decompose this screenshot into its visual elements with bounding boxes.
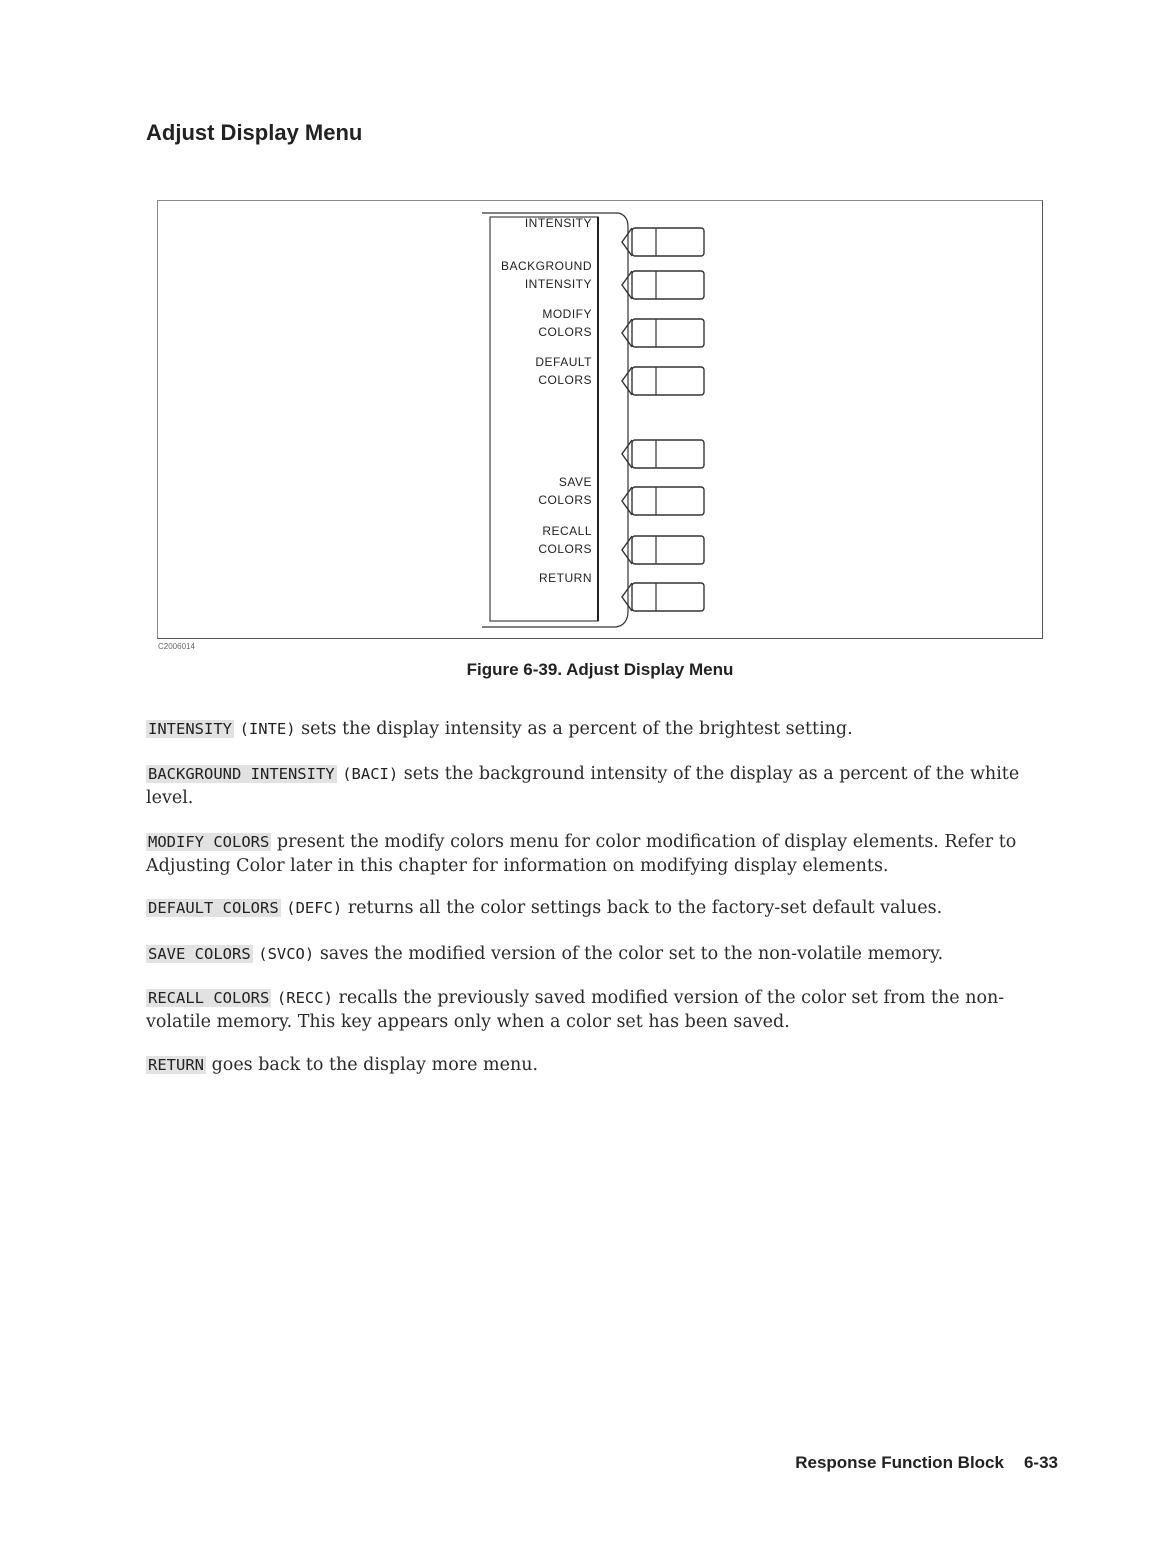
softkey-label-line1: SAVE [558, 475, 592, 489]
softkey-name: RETURN [148, 1056, 204, 1074]
softkey-label-line2: COLORS [538, 325, 592, 339]
softkey-button[interactable] [622, 367, 704, 395]
softkey-button[interactable] [622, 440, 704, 468]
description-paragraph [146, 896, 1046, 920]
softkey-label [538, 473, 592, 509]
page-number: 6-33 [1023, 1453, 1058, 1472]
softkey-name: DEFAULT COLORS [148, 899, 279, 917]
mnemonic: (SVCO) [258, 945, 315, 963]
softkey-button[interactable] [622, 536, 704, 564]
softkey-label [525, 214, 592, 232]
softkey-button[interactable] [622, 583, 704, 611]
description-text: goes back to the display more menu. [211, 1055, 539, 1075]
softkey-button[interactable] [622, 271, 704, 299]
softkey-buttons [622, 228, 704, 611]
description-paragraph [146, 1053, 1046, 1077]
mnemonic: (RECC) [276, 989, 333, 1007]
softkey-label-line2: COLORS [538, 542, 592, 556]
softkey-label [501, 257, 592, 293]
description-paragraph [146, 986, 1046, 1034]
softkey-name: RECALL COLORS [148, 989, 270, 1007]
figure-caption: Figure 6-39. Adjust Display Menu [466, 660, 734, 679]
softkey-name: BACKGROUND INTENSITY [148, 765, 335, 783]
softkey-label-line1: MODIFY [542, 307, 592, 321]
page-footer [795, 1453, 1058, 1473]
softkey-label-line2: COLORS [538, 373, 592, 387]
description-text: returns all the color settings back to the factory-set default values. [347, 898, 943, 918]
softkey-name: INTENSITY [148, 720, 232, 738]
description-paragraph [146, 762, 1046, 810]
softkey-label-line1: BACKGROUND [500, 259, 592, 273]
softkey-label-line2: COLORS [538, 493, 592, 507]
softkey-label-line2: INTENSITY [524, 216, 592, 230]
description-paragraph [146, 830, 1046, 878]
description-text: sets the background intensity of the display as a percent of the white level. [146, 764, 1020, 808]
figure-code: C2006014 [158, 642, 195, 651]
softkey-name: SAVE COLORS [148, 945, 251, 963]
softkey-button[interactable] [622, 228, 704, 256]
mnemonic: (DEFC) [286, 899, 343, 917]
softkey-label [535, 353, 592, 389]
description-text: present the modify colors menu for color modification of display elements. Refer to Adjusting Color later in this chapter for information on modifying display elements. [146, 832, 1017, 876]
mnemonic: (INTE) [239, 720, 296, 738]
description-text: sets the display intensity as a percent of the brightest setting. [301, 719, 853, 739]
description-paragraph [146, 717, 1046, 741]
mnemonic: (BACI) [342, 765, 399, 783]
softkey-button[interactable] [622, 487, 704, 515]
softkey-label [538, 305, 592, 341]
softkey-name: MODIFY COLORS [148, 833, 270, 851]
description-text: saves the modified version of the color set to the non-volatile memory. [319, 944, 944, 964]
softkey-label-line1: DEFAULT [535, 355, 592, 369]
softkey-label-line2: INTENSITY [524, 277, 592, 291]
footer-section: Response Function Block [795, 1453, 1004, 1472]
softkey-button[interactable] [622, 319, 704, 347]
softkey-label [539, 569, 592, 587]
softkey-label-line1: RECALL [542, 524, 592, 538]
softkey-label-line2: RETURN [539, 571, 592, 585]
description-paragraph [146, 942, 1046, 966]
section-heading: Adjust Display Menu [146, 120, 363, 145]
softkey-label [538, 522, 592, 558]
description-text: recalls the previously saved modified version of the color set from the non-volatile memory. This key appears only when a color set has been saved. [146, 988, 1005, 1032]
